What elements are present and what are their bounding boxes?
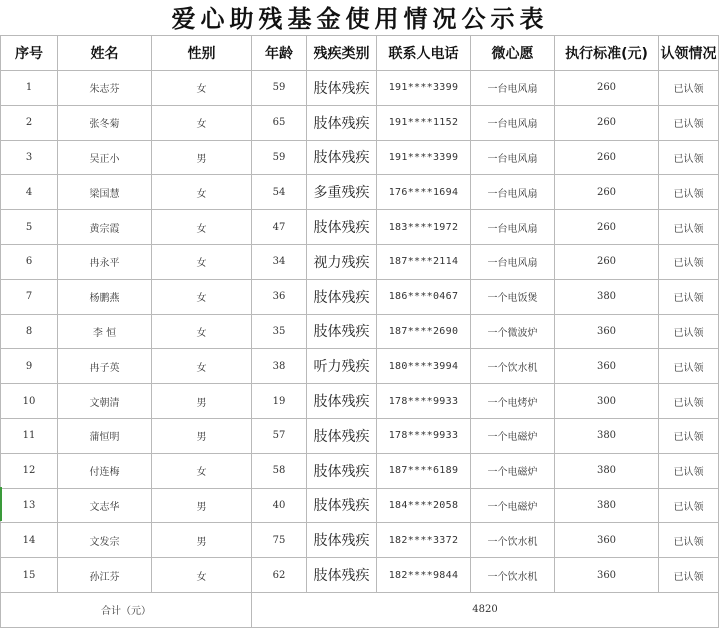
cell-status: 已认领	[659, 210, 719, 245]
cell-gender: 男	[152, 523, 252, 558]
cell-standard: 260	[555, 105, 659, 140]
cell-category: 肢体残疾	[307, 418, 377, 453]
cell-gender: 女	[152, 244, 252, 279]
cell-phone: 176****1694	[377, 175, 471, 210]
cell-category: 听力残疾	[307, 349, 377, 384]
cell-standard: 380	[555, 488, 659, 523]
cell-age: 19	[252, 384, 307, 419]
cell-no: 3	[1, 140, 58, 175]
table-row	[1, 384, 719, 419]
cell-name: 冉永平	[58, 244, 152, 279]
cell-no: 7	[1, 279, 58, 314]
cell-wish: 一台电风扇	[471, 105, 555, 140]
table-row	[1, 558, 719, 593]
cell-category: 肢体残疾	[307, 488, 377, 523]
selection-marker	[0, 487, 2, 521]
cell-phone: 191****1152	[377, 105, 471, 140]
header-name: 姓名	[58, 36, 152, 71]
cell-status: 已认领	[659, 140, 719, 175]
cell-standard: 260	[555, 175, 659, 210]
cell-gender: 男	[152, 384, 252, 419]
cell-phone: 183****1972	[377, 210, 471, 245]
cell-gender: 女	[152, 105, 252, 140]
cell-age: 65	[252, 105, 307, 140]
cell-age: 36	[252, 279, 307, 314]
cell-name: 梁国慧	[58, 175, 152, 210]
cell-status: 已认领	[659, 523, 719, 558]
cell-name: 张冬菊	[58, 105, 152, 140]
cell-status: 已认领	[659, 349, 719, 384]
cell-gender: 女	[152, 175, 252, 210]
cell-name: 吴正小	[58, 140, 152, 175]
cell-age: 54	[252, 175, 307, 210]
cell-age: 34	[252, 244, 307, 279]
header-gender: 性别	[152, 36, 252, 71]
cell-wish: 一台电风扇	[471, 210, 555, 245]
cell-no: 5	[1, 210, 58, 245]
cell-standard: 380	[555, 279, 659, 314]
header-wish: 微心愿	[471, 36, 555, 71]
cell-standard: 360	[555, 558, 659, 593]
cell-standard: 360	[555, 523, 659, 558]
total-value: 4820	[252, 592, 719, 627]
table-row	[1, 418, 719, 453]
table-row	[1, 523, 719, 558]
cell-wish: 一个电烤炉	[471, 384, 555, 419]
cell-name: 付连梅	[58, 453, 152, 488]
cell-name: 文朝清	[58, 384, 152, 419]
header-age: 年龄	[252, 36, 307, 71]
cell-age: 59	[252, 71, 307, 106]
cell-wish: 一个电饭煲	[471, 279, 555, 314]
cell-standard: 380	[555, 418, 659, 453]
cell-age: 47	[252, 210, 307, 245]
cell-status: 已认领	[659, 105, 719, 140]
cell-status: 已认领	[659, 244, 719, 279]
cell-age: 38	[252, 349, 307, 384]
cell-category: 肢体残疾	[307, 279, 377, 314]
cell-status: 已认领	[659, 279, 719, 314]
header-standard: 执行标准(元)	[555, 36, 659, 71]
table-row	[1, 314, 719, 349]
table-row	[1, 279, 719, 314]
cell-wish: 一个饮水机	[471, 558, 555, 593]
cell-age: 57	[252, 418, 307, 453]
fund-usage-table	[0, 35, 719, 628]
cell-status: 已认领	[659, 314, 719, 349]
cell-gender: 男	[152, 418, 252, 453]
cell-wish: 一个电磁炉	[471, 488, 555, 523]
cell-age: 40	[252, 488, 307, 523]
table-row	[1, 244, 719, 279]
cell-wish: 一个电磁炉	[471, 418, 555, 453]
cell-name: 蒲恒明	[58, 418, 152, 453]
cell-standard: 360	[555, 349, 659, 384]
cell-age: 59	[252, 140, 307, 175]
cell-status: 已认领	[659, 418, 719, 453]
cell-no: 11	[1, 418, 58, 453]
cell-standard: 260	[555, 140, 659, 175]
cell-no: 13	[1, 488, 58, 523]
cell-status: 已认领	[659, 384, 719, 419]
cell-no: 14	[1, 523, 58, 558]
table-row	[1, 71, 719, 106]
cell-wish: 一台电风扇	[471, 71, 555, 106]
cell-category: 多重残疾	[307, 175, 377, 210]
cell-wish: 一台电风扇	[471, 175, 555, 210]
cell-gender: 女	[152, 349, 252, 384]
cell-phone: 191****3399	[377, 140, 471, 175]
cell-phone: 191****3399	[377, 71, 471, 106]
cell-phone: 182****9844	[377, 558, 471, 593]
cell-no: 9	[1, 349, 58, 384]
cell-wish: 一个饮水机	[471, 349, 555, 384]
cell-gender: 女	[152, 453, 252, 488]
cell-category: 肢体残疾	[307, 453, 377, 488]
cell-category: 肢体残疾	[307, 314, 377, 349]
cell-no: 6	[1, 244, 58, 279]
cell-gender: 女	[152, 558, 252, 593]
cell-standard: 380	[555, 453, 659, 488]
cell-name: 冉子英	[58, 349, 152, 384]
cell-no: 2	[1, 105, 58, 140]
cell-standard: 360	[555, 314, 659, 349]
table-row	[1, 140, 719, 175]
cell-status: 已认领	[659, 175, 719, 210]
cell-category: 肢体残疾	[307, 384, 377, 419]
table-row	[1, 488, 719, 523]
cell-no: 12	[1, 453, 58, 488]
header-status: 认领情况	[659, 36, 719, 71]
table-row	[1, 105, 719, 140]
cell-no: 1	[1, 71, 58, 106]
cell-category: 肢体残疾	[307, 523, 377, 558]
total-label: 合计（元）	[1, 592, 252, 627]
page-title: 爱心助残基金使用情况公示表	[171, 4, 549, 33]
cell-wish: 一个电磁炉	[471, 453, 555, 488]
cell-age: 62	[252, 558, 307, 593]
cell-category: 肢体残疾	[307, 558, 377, 593]
table-row	[1, 349, 719, 384]
header-phone: 联系人电话	[377, 36, 471, 71]
cell-phone: 186****0467	[377, 279, 471, 314]
cell-wish: 一台电风扇	[471, 140, 555, 175]
cell-status: 已认领	[659, 453, 719, 488]
cell-standard: 260	[555, 71, 659, 106]
table-row	[1, 175, 719, 210]
cell-wish: 一个饮水机	[471, 523, 555, 558]
cell-age: 58	[252, 453, 307, 488]
cell-gender: 男	[152, 140, 252, 175]
cell-no: 10	[1, 384, 58, 419]
cell-status: 已认领	[659, 558, 719, 593]
cell-no: 4	[1, 175, 58, 210]
cell-phone: 187****6189	[377, 453, 471, 488]
table-row	[1, 210, 719, 245]
cell-age: 75	[252, 523, 307, 558]
cell-category: 视力残疾	[307, 244, 377, 279]
cell-phone: 187****2690	[377, 314, 471, 349]
cell-gender: 女	[152, 279, 252, 314]
cell-age: 35	[252, 314, 307, 349]
cell-no: 15	[1, 558, 58, 593]
cell-name: 孙江芬	[58, 558, 152, 593]
cell-name: 朱志芬	[58, 71, 152, 106]
cell-name: 李 恒	[58, 314, 152, 349]
cell-status: 已认领	[659, 71, 719, 106]
table-row	[1, 453, 719, 488]
cell-gender: 女	[152, 210, 252, 245]
cell-category: 肢体残疾	[307, 71, 377, 106]
cell-standard: 260	[555, 210, 659, 245]
cell-wish: 一个微波炉	[471, 314, 555, 349]
cell-category: 肢体残疾	[307, 140, 377, 175]
cell-phone: 184****2058	[377, 488, 471, 523]
cell-phone: 178****9933	[377, 384, 471, 419]
total-row	[1, 592, 719, 627]
cell-name: 文发宗	[58, 523, 152, 558]
cell-wish: 一台电风扇	[471, 244, 555, 279]
header-no: 序号	[1, 36, 58, 71]
cell-gender: 女	[152, 314, 252, 349]
cell-gender: 女	[152, 71, 252, 106]
cell-name: 黄宗霞	[58, 210, 152, 245]
cell-standard: 260	[555, 244, 659, 279]
cell-name: 杨鹏燕	[58, 279, 152, 314]
header-row	[1, 36, 719, 71]
cell-status: 已认领	[659, 488, 719, 523]
cell-name: 文志华	[58, 488, 152, 523]
cell-category: 肢体残疾	[307, 105, 377, 140]
cell-phone: 182****3372	[377, 523, 471, 558]
cell-phone: 180****3994	[377, 349, 471, 384]
cell-gender: 男	[152, 488, 252, 523]
cell-phone: 187****2114	[377, 244, 471, 279]
cell-phone: 178****9933	[377, 418, 471, 453]
cell-standard: 300	[555, 384, 659, 419]
cell-category: 肢体残疾	[307, 210, 377, 245]
cell-no: 8	[1, 314, 58, 349]
header-category: 残疾类别	[307, 36, 377, 71]
